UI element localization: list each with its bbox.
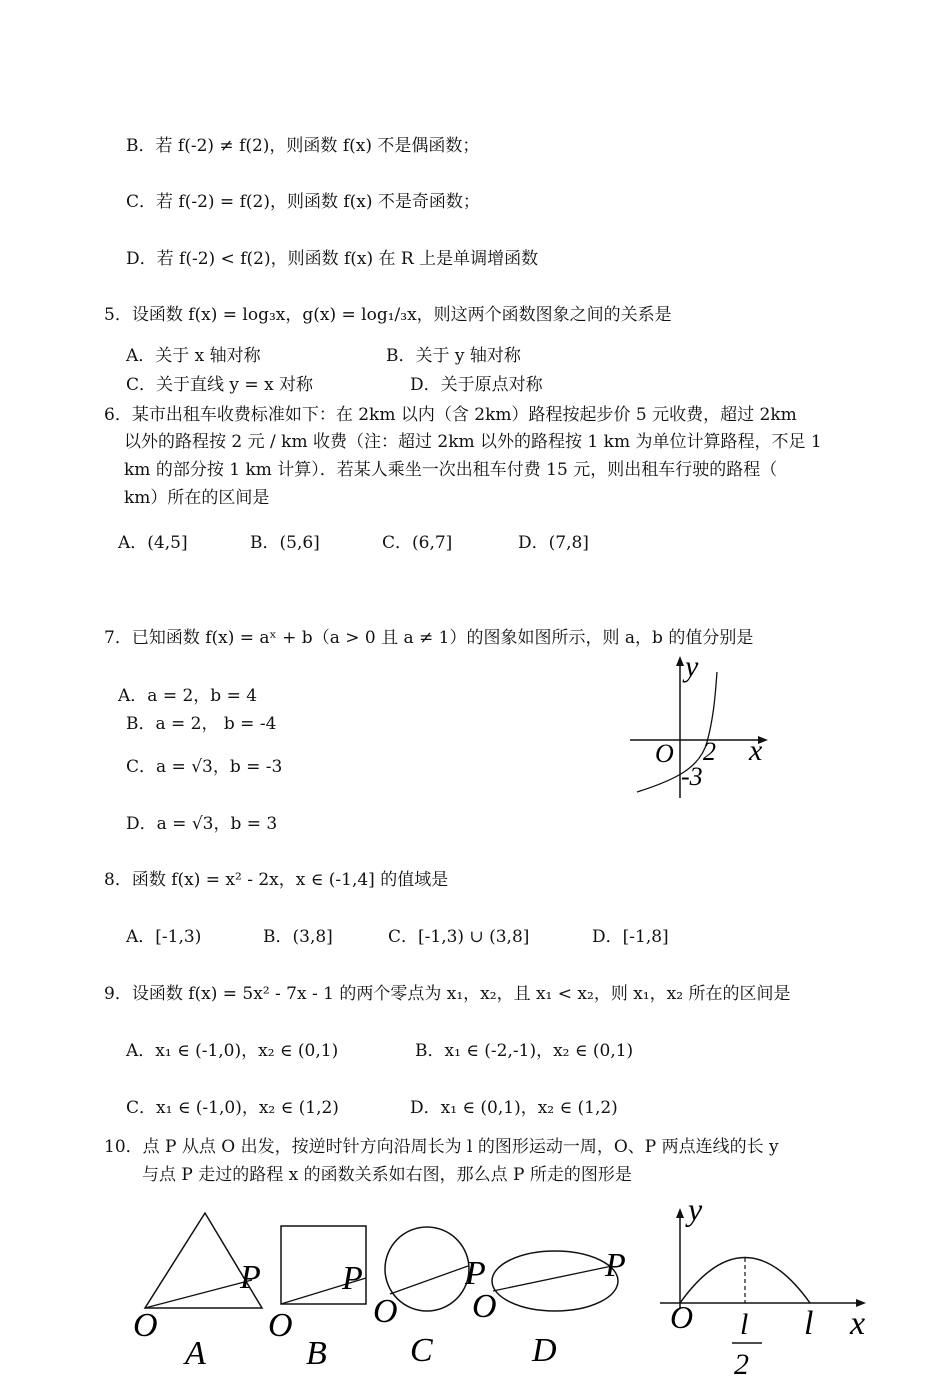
q10-graph-o-label: O	[670, 1299, 694, 1335]
q10-graph-y-label: y	[688, 1196, 703, 1227]
q8-option-a: A．[-1,3)	[126, 927, 202, 947]
q10-graph-x-label: x	[850, 1305, 866, 1342]
q6-option-d: D．(7,8]	[518, 533, 589, 553]
q10-c-label: C	[410, 1332, 433, 1369]
q7-graph-two-label: 2	[703, 737, 716, 766]
q9-option-a: A．x₁ ∈ (-1,0)，x₂ ∈ (0,1)	[126, 1041, 339, 1061]
q6-line-2: 以外的路程按 2 元 / km 收费（注：超过 2km 以外的路程按 1 km 为单位计算路程，不足 1	[124, 432, 822, 452]
q10-ellipse-shape	[492, 1251, 618, 1311]
q9-option-c: C．x₁ ∈ (-1,0)，x₂ ∈ (1,2)	[126, 1098, 339, 1118]
q5-option-b: B．关于 y 轴对称	[386, 346, 521, 366]
q6-option-a: A．(4,5]	[118, 533, 188, 553]
q8-option-d: D．[-1,8]	[592, 927, 669, 947]
q9-option-d: D．x₁ ∈ (0,1)，x₂ ∈ (1,2)	[410, 1098, 618, 1118]
q10-a-p-label: P	[240, 1259, 261, 1296]
q10-c-p-label: P	[465, 1255, 486, 1292]
q7-stem: 7．已知函数 f(x) = aˣ + b（a > 0 且 a ≠ 1）的图象如图所示，则 a，b 的值分别是	[104, 628, 754, 648]
q10-d-p-label: P	[605, 1247, 626, 1284]
q10-graph-half-l-den: 2	[734, 1348, 749, 1376]
q5-option-a: A．关于 x 轴对称	[126, 346, 261, 366]
q6-option-b: B．(5,6]	[250, 533, 320, 553]
q5-option-c: C．关于直线 y = x 对称	[126, 375, 314, 395]
q7-graph-neg3-label: -3	[681, 762, 703, 791]
q9-stem: 9．设函数 f(x) = 5x² - 7x - 1 的两个零点为 x₁，x₂，且 x₁ < x₂，则 x₁，x₂ 所在的区间是	[104, 984, 791, 1004]
q5-option-d: D．关于原点对称	[410, 375, 543, 395]
q8-option-c: C．[-1,3) ∪ (3,8]	[388, 927, 530, 947]
q10-d-o-label: O	[472, 1288, 497, 1325]
q10-b-o-label: O	[268, 1307, 293, 1344]
q7-graph-x-label: x	[749, 734, 763, 767]
q7-graph-o-label: O	[655, 739, 674, 768]
q6-line-1: 6．某市出租车收费标准如下：在 2km 以内（含 2km）路程按起步价 5 元收费，超过 2km	[104, 405, 797, 425]
q8-stem: 8．函数 f(x) = x² - 2x，x ∈ (-1,4] 的值域是	[104, 870, 449, 890]
q5-stem: 5．设函数 f(x) = log₃x，g(x) = log₁/₃x，则这两个函数图象之间的关系是	[104, 305, 672, 325]
q10-b-p-label: P	[342, 1260, 363, 1297]
q7-option-a: A．a = 2，b = 4	[118, 686, 258, 706]
q10-figures	[0, 1196, 950, 1376]
q10-graph-half-l-num: l	[740, 1308, 749, 1341]
q9-option-b: B．x₁ ∈ (-2,-1)，x₂ ∈ (0,1)	[415, 1041, 634, 1061]
q7-exponential-graph	[625, 650, 785, 800]
q7-graph-y-label: y	[685, 650, 699, 683]
q4-option-b: B．若 f(-2) ≠ f(2)，则函数 f(x) 不是偶函数；	[126, 136, 480, 156]
q8-option-b: B．(3,8]	[263, 927, 333, 947]
q4-option-c: C．若 f(-2) = f(2)，则函数 f(x) 不是奇函数；	[126, 192, 480, 212]
q10-circle-shape	[385, 1227, 469, 1311]
q10-line-2: 与点 P 走过的路程 x 的函数关系如右图，那么点 P 所走的图形是	[142, 1165, 632, 1185]
q10-graph-l-label: l	[804, 1305, 814, 1342]
q10-a-label: A	[185, 1335, 206, 1372]
q10-d-label: D	[532, 1332, 557, 1369]
q10-a-o-label: O	[133, 1307, 158, 1344]
q6-line-3: km 的部分按 1 km 计算）．若某人乘坐一次出租车付费 15 元，则出租车行驶的路程（	[124, 460, 778, 480]
q7-option-c: C．a = √3，b = -3	[126, 757, 283, 777]
q7-option-b: B．a = 2， b = -4	[126, 714, 277, 734]
q10-b-label: B	[306, 1335, 327, 1372]
q10-line-1: 10．点 P 从点 O 出发，按逆时针方向沿周长为 l 的图形运动一周，O、P 两点连线的长 y	[104, 1137, 779, 1157]
q4-option-d: D．若 f(-2) < f(2)，则函数 f(x) 在 R 上是单调增函数	[126, 249, 539, 269]
q7-option-d: D．a = √3，b = 3	[126, 814, 278, 834]
q10-c-o-label: O	[373, 1293, 398, 1330]
q6-line-4: km）所在的区间是	[124, 488, 270, 508]
q6-option-c: C．(6,7]	[382, 533, 453, 553]
